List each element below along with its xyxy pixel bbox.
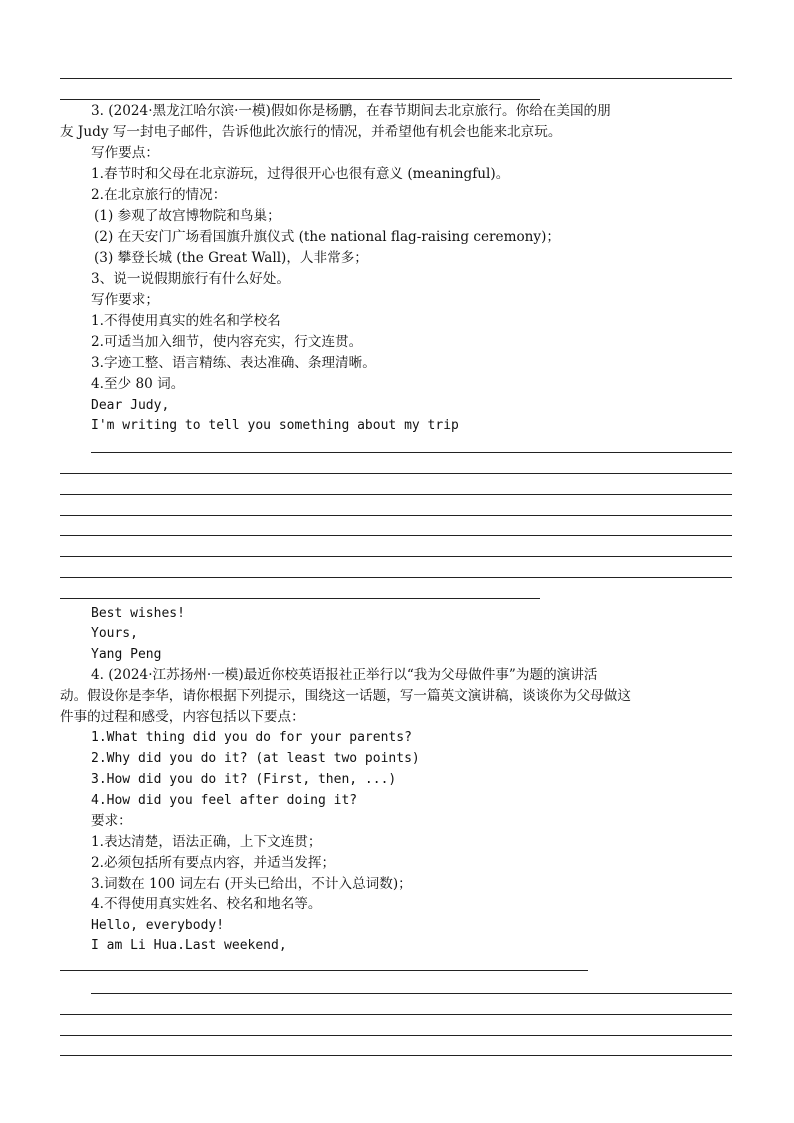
q3-point-3: 3、说一说假期旅行有什么好处。 <box>91 271 290 287</box>
q3-requirements-title: 写作要求； <box>91 292 159 308</box>
q4-requirements-title: 要求： <box>91 813 132 829</box>
q3-point-2b: (2) 在天安门广场看国旗升旗仪式 (the national flag-raising ceremony)； <box>94 229 561 245</box>
q4-speech-greeting: Hello, everybody! <box>91 918 225 933</box>
q3-requirement-2: 2.可适当加入细节，使内容充实，行文连贯。 <box>91 334 363 350</box>
answer-line <box>60 78 732 79</box>
q4-prompt-line-3: 件事的过程和感受，内容包括以下要点： <box>60 709 305 725</box>
writing-line <box>60 515 732 516</box>
writing-line <box>91 993 732 994</box>
q4-point-1: 1.What thing did you do for your parents? <box>91 730 412 745</box>
q3-letter-opening: I'm writing to tell you something about my trip <box>91 418 459 433</box>
q4-prompt-line-2: 动。假设你是李华，请你根据下列提示，围绕这一话题，写一篇英文演讲稿，谈谈你为父母做这 <box>60 688 631 704</box>
q3-requirement-1: 1.不得使用真实的姓名和学校名 <box>91 313 281 329</box>
writing-line <box>60 473 732 474</box>
q3-closing-1: Best wishes! <box>91 606 185 621</box>
writing-line <box>60 1055 732 1056</box>
q3-point-1: 1.春节时和父母在北京游玩，过得很开心也很有意义 (meaningful)。 <box>91 166 510 182</box>
q3-points-title: 写作要点： <box>91 145 159 161</box>
writing-line <box>60 535 732 536</box>
writing-line <box>60 598 540 599</box>
q3-prompt-line-1: 3. (2024·黑龙江哈尔滨·一模)假如你是杨鹏，在春节期间去北京旅行。你给在美国的朋 <box>91 103 611 119</box>
q4-requirement-2: 2.必须包括所有要点内容，并适当发挥； <box>91 855 336 871</box>
q4-point-2: 2.Why did you do it? (at least two points) <box>91 751 420 766</box>
q3-point-2: 2.在北京旅行的情况： <box>91 187 227 203</box>
writing-line <box>91 452 732 453</box>
q4-prompt-line-1: 4. (2024·江苏扬州·一模)最近你校英语报社正举行以“我为父母做件事”为题的演讲活 <box>91 667 598 683</box>
q3-point-2a: (1) 参观了故宫博物院和鸟巢； <box>94 208 281 224</box>
q3-requirement-3: 3.字迹工整、语言精练、表达准确、条理清晰。 <box>91 355 376 371</box>
q3-letter-greeting: Dear Judy, <box>91 398 170 413</box>
writing-line <box>60 1014 732 1015</box>
writing-line <box>60 577 732 578</box>
writing-line <box>60 494 732 495</box>
q4-point-4: 4.How did you feel after doing it? <box>91 793 358 808</box>
q3-requirement-4: 4.至少 80 词。 <box>91 376 185 392</box>
q3-prompt-line-2: 友 Judy 写一封电子邮件，告诉他此次旅行的情况，并希望他有机会也能来北京玩。 <box>60 124 562 140</box>
q4-speech-opening: I am Li Hua.Last weekend, <box>91 938 287 953</box>
answer-line <box>60 99 540 100</box>
q4-point-3: 3.How did you do it? (First, then, ...) <box>91 772 397 787</box>
q4-requirement-4: 4.不得使用真实姓名、校名和地名等。 <box>91 896 322 912</box>
q3-signature: Yang Peng <box>91 647 162 662</box>
q3-point-2c: (3) 攀登长城 (the Great Wall)，人非常多； <box>94 250 368 266</box>
q4-requirement-1: 1.表达清楚，语法正确，上下文连贯； <box>91 834 322 850</box>
writing-line <box>60 1035 732 1036</box>
q3-closing-2: Yours, <box>91 626 138 641</box>
q4-requirement-3: 3.词数在 100 词左右 (开头已给出，不计入总词数)； <box>91 876 412 892</box>
writing-line <box>60 556 732 557</box>
writing-line <box>60 970 588 971</box>
